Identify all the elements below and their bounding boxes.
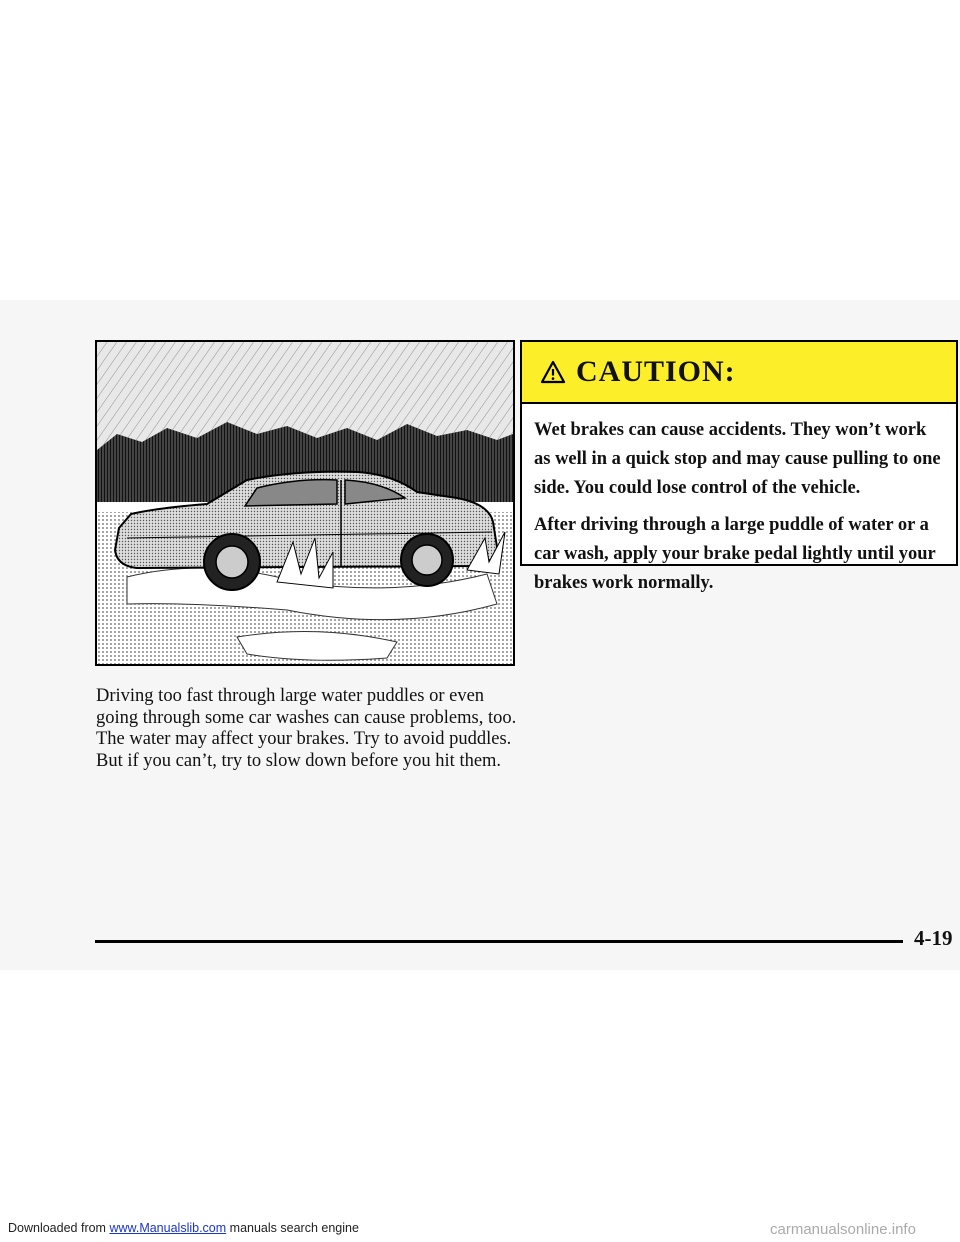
caution-box [520,340,958,593]
caution-paragraph: After driving through a large puddle of water or a car wash, apply your brake pedal lightly until your brakes work normally. [534,515,936,593]
warning-triangle-icon [540,360,566,384]
footer-rule [95,940,903,943]
footer-suffix: manuals search engine [229,1221,359,1235]
watermark: carmanualsonline.info [770,1221,916,1238]
page-number: 4-19 [914,926,953,950]
caution-body [522,404,956,598]
manualslib-link[interactable]: www.Manualslib.com [109,1221,227,1235]
body-paragraph: Driving too fast through large water puddles or even going through some car washes can cause problems, too. The water may affect your brakes. Try to avoid puddles. But if you can’t, try to slow down before you hit them. [96,686,517,771]
car-puddle-drawing [97,342,513,664]
footer-prefix: Downloaded from [8,1221,106,1235]
caution-paragraph: Wet brakes can cause accidents. They won’t work as well in a quick stop and may cause pulling to one side. You could lose control of the vehicle. [534,420,941,498]
car-in-rain-illustration [95,340,515,666]
download-footer [8,1221,359,1235]
caution-title: CAUTION: [576,355,736,388]
caution-header [522,342,956,404]
